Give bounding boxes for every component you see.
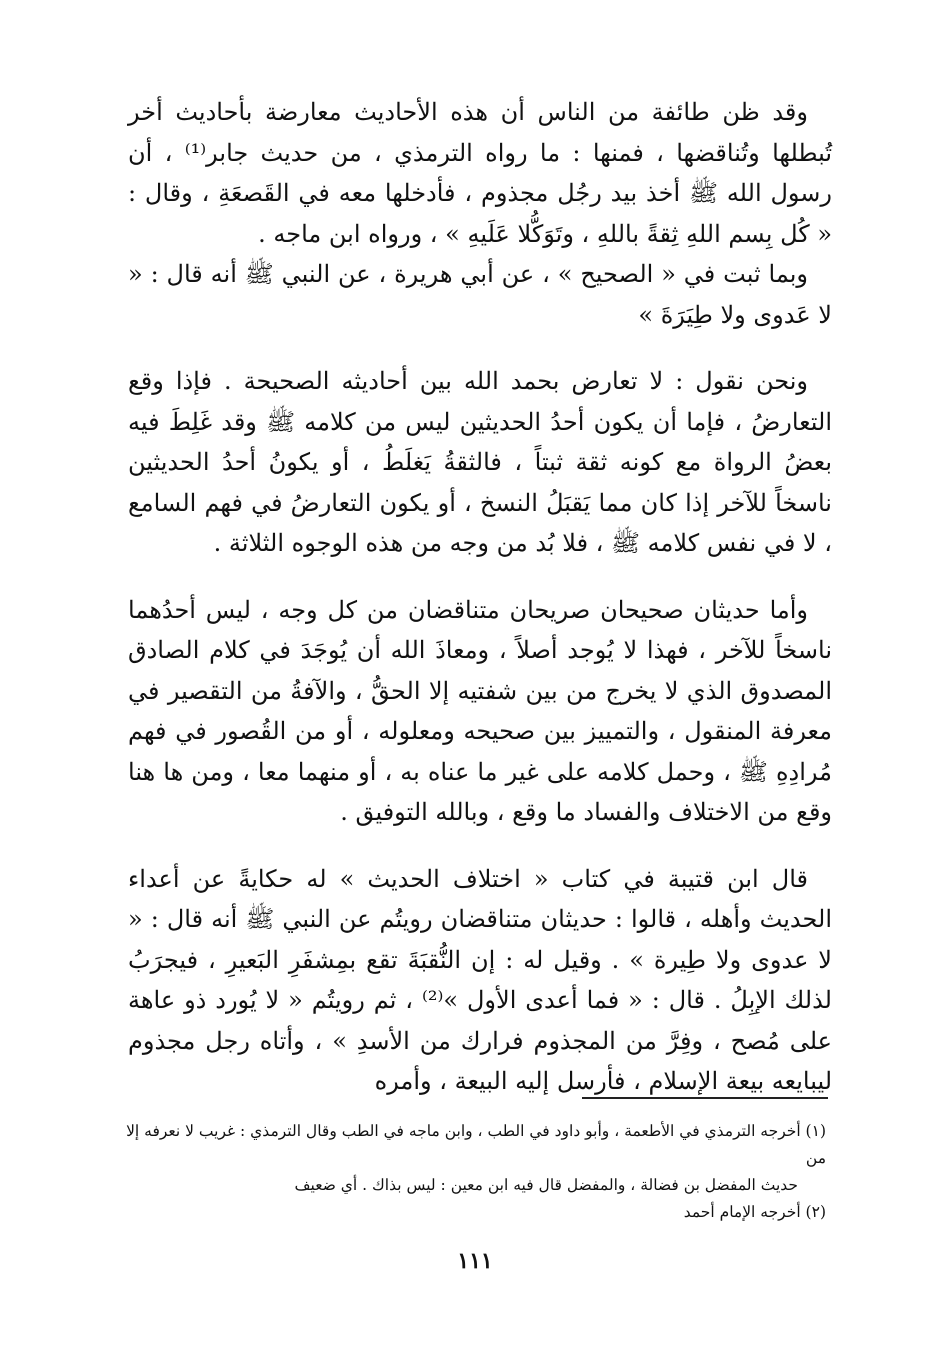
paragraph-5: قال ابن قتيبة في كتاب « اختلاف الحديث » له حكايةً عن أعداء الحديث وأهله ، قالوا : حديثان متناقضان رويتُم عن النبي ﷺ أنه قال : « لا عدوى ولا طِيرة » . وقيل له : إن النُّقبَةَ تقع بمِشفَرِ البَعيرِ ، فيجرَبُ لذلك الإبِلُ . قال : « فما أعدى الأول »⁽²⁾ ، ثم رويتُم « لا يُورد ذو عاهة على مُصح ، وفِرَّ من المجذوم فرارك من الأسدِ » ، وأتاه رجل مجذوم ليبايعه بيعة الإسلام ، فأرسل إليه البيعة ، وأمره	[128, 864, 832, 1095]
body-text	[128, 92, 832, 1102]
page-number: ١١١	[457, 1248, 493, 1274]
paragraph-3: ونحن نقول : لا تعارض بحمد الله بين أحاديثه الصحيحة . فإذا وقع التعارضُ ، فإما أن يكون أحدُ الحديثين ليس من كلامه ﷺ وقد غَلِطَ فيه بعضُ الرواة مع كونه ثقة ثبتاً ، فالثقةُ يَغلَطُ ، أو يكونُ أحدُ الحديثين ناسخاً للآخر إذا كان مما يَقبَلُ النسخ ، أو يكون التعارضُ في فهم السامع ، لا في نفس كلامه ﷺ ، فلا بُد من وجه من هذه الوجوه الثلاثة .	[128, 367, 832, 557]
footnote-separator	[582, 1097, 828, 1099]
footnote-1-line-2: حديث المفضل بن فضالة ، والمفضل قال فيه ابن معين : ليس بذاك . أي ضعيف	[294, 1176, 798, 1194]
footnote-1	[118, 1118, 826, 1199]
paragraph-2: وبما ثبت في « الصحيح » ، عن أبي هريرة ، عن النبي ﷺ أنه قال : « لا عَدوى ولا طِيَرَةَ »	[128, 260, 832, 329]
paragraph-4: وأما حديثان صحيحان صريحان متناقضان من كل وجه ، ليس أحدُهما ناسخاً للآخر ، فهذا لا يُوجد أصلاً ، ومعاذَ الله أن يُوجَدَ في كلام الصادق المصدوق الذي لا يخرج من بين شفتيه إلا الحقُّ ، والآفةُ من التقصير في معرفة المنقول ، والتمييز بين صحيحه ومعلوله ، أو من القُصور في فهم مُرادِهِ ﷺ ، وحمل كلامه على غير ما عناه به ، أو منهما معا ، ومن ها هنا وقع من الاختلاف والفساد ما وقع ، وبالله التوفيق .	[128, 595, 833, 826]
footnote-1-line-1: (١) أخرجه الترمذي في الأطعمة ، وأبو داود في الطب ، وابن ماجه في الطب وقال الترمذي : غريب لا نعرفه إلا من	[126, 1122, 826, 1167]
paragraph-1: وقد ظن طائفة من الناس أن هذه الأحاديث معارضة بأحاديث أخر تُبطلها وتُناقضها ، فمنها : ما رواه الترمذي ، من حديث جابر⁽¹⁾ ، أن رسول الله ﷺ أخذ بيد رجُل مجذوم ، فأدخلها معه في القَصعَةِ ، وقال : « كُل بِسم اللهِ ثِقةً باللهِ ، وتَوَكُّلا عَلَيهِ » ، ورواه ابن ماجه .	[128, 98, 833, 248]
footnote-2	[118, 1199, 826, 1226]
footnote-2-line-1: (٢) أخرجه الإمام أحمد	[683, 1203, 826, 1221]
footnotes	[118, 1118, 826, 1226]
